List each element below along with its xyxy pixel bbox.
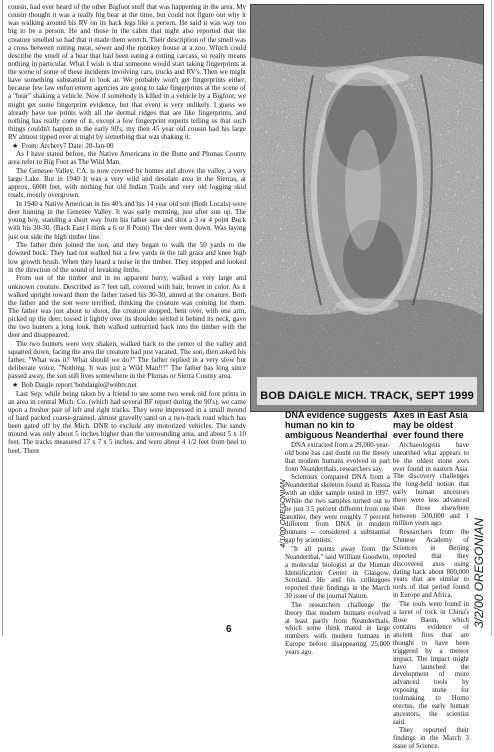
bullet-star-icon: ★ (12, 141, 19, 150)
article-paragraph: As I have stated before, the Native Americans in the Butte and Plumas County area refer to Big Foot as The Wild Man. (8, 150, 246, 167)
article-paragraph: From out of the timber and in no apparent hurry, walked a very large and unknown creature. Described as 7 feet tall, covered with hair, brown in color. As it walked upright toward them the father raised his 30-30, aimed at the creature. Both the father and the son were terrified, thinking the creature was coming for them. The father was just about to shoot, the creature stopped, bent over, with one arm, picked up the deer, tossed it lightly over its shoulder settled it behind its neck, gave the two hunters a long look, then walked unhurried back into the timber with the deer and disappeared. (8, 274, 246, 340)
date-stamp-axes: 3/2/00 OREGONIAN (472, 517, 486, 628)
email-header-text: From: Archery7 Date: 28-Jan-00 (21, 141, 114, 150)
axes-article (393, 410, 469, 752)
article-paragraph: The father then joined the son, and they began to walk the 50 yards to the downed buck. They had not walked but a few yards in the tall grass and knee high low growth brush. When they heard a noise in the timber. They stopped and looked in the direction of the sound of breaking limbs. (8, 241, 246, 274)
axes-article-headline: Axes in East Asia may be oldest ever found there (393, 410, 468, 440)
left-column-article (8, 3, 246, 455)
page-number: 6 (226, 624, 232, 635)
dna-article (285, 410, 390, 658)
footprint-photo (250, 4, 484, 412)
photo-caption: BOB DAIGLE MICH. TRACK, SEPT 1999 (260, 390, 474, 402)
dna-article-headline: DNA evidence suggests human no kin to ambiguous Neanderthal (285, 410, 388, 440)
date-stamp-dna: 4/1/00 OREGONIAN (278, 479, 287, 548)
dna-paragraph: DNA extracted from a 29,000-year-old bone has cast doubt on the theory that modern humans evolved in part from Neanderthals, researchers say. (285, 442, 390, 473)
axes-paragraph: Researchers from the Chinese Academy of Sciences in Beijing reported that they discovered axes using dating back about 800,000 years that are similar to tools of that period found in Europe and Africa. (393, 529, 469, 600)
axes-paragraph: The tools were found in a layer of rock in China's Bose Basin, which contains evidence of ancient fires that are thought to have been triggered by a meteor impact. The impact might have launched the development of more advanced tools by exposing stone for toolmaking to Homo erectus, the early human ancestors, the scientist said. (393, 600, 469, 726)
dna-paragraph: The researchers challenge the theory that modern humans evolved at least partly from Neanderthals, which some think mated in large numbers with modern humans in Europe before disappearing 25,000 years ago. (285, 601, 390, 656)
article-paragraph: In 1940 a Native American in his 40's and his 14 year old son (Both Locals) were deer hunting in the Genesee Valley. It was early morning, just after sun up. The young boy, standing a short way from his father saw and shot a 3 or 4 point Buck with his 30-30. (Back East I think a 6 or 8 Point) The deer went down. Was laying just out side the high timber line. (8, 200, 246, 241)
article-paragraph: The two hunters were very shaken, walked back to the center of the valley and squatted down, facing the area the creature had just vacated. The son, then asked his father, "What was it? What should we do?" The father replied in a very slow but deliberate voice, "Nothing. It was just a Wild Man!!!" The father has long since passed away, the son still lives somewhere in the Plumas or Sierra County area. (8, 339, 246, 381)
dna-paragraph: Scientists compared DNA from a Neanderthal skeleton found in Russia with an older sample tested in 1997. While the two samples turned out to be just 3.5 percent different from one another, they were roughly 7 percent different from DNA in modern humans -- considered a substantial gap by scientists. (285, 474, 390, 545)
article-paragraph: cousin, had ever heard of the other Bigfoot stuff that was happening in the area. My cousin thought it was a really big bear at the time, but could not figure out why it was walking around his RV on its back legs like a person. He said it was way too big to be a person. He and those in the cabin that night also reported that the creature smelled so bad that it made them wretch. Their description of the smell was a cross between rotting meat, sewer and the monkey house at a zoo. Which could describe the smell of a bear that had been eating a rotting carcass, so really means nothing in particular. What I wish is that someone would start taking fingerprints at the scene of some of these incidents involving cars, trucks and RV's. Then we might have something substantial to look at. We probably won't get fingerprints either, because few law enforcement agencies are going to take fingerprints at the scene of a "bear" shaking a vehicle. Now if somebody is killed in a vehicle by a Bigfoot, we might get some fingerprint evidence, but that event is very unlikely. I guess we already have toe prints with all the dermal ridges that are like fingerprints, and nothing has really come of it, except a few fingerprint experts telling us that such things couldn't happen in the early 90's, my then 45 year old cousin had his large RV almost tipped over at night by something that was shaking it. (8, 3, 246, 141)
article-paragraph: Last Sep, while being taken by a friend to see some two week old foot prints in an area in central Mich. Co. (which had several BF report during the 90's), we came upon a fresher pair of left and right tracks. They were impressed in a small mound of hard packed coarse-grained, almost gravelly sand on a two-track road which has been gated off by the Mich. DNR to exclude any motorized vehicles. The sandy mound was only about 5 inches higher than the surrounding area, and about 5 x 10 feet. The tracks measured 17 x 7 x 5 inches, and were about 4 1/2 feet from heel to heel. There (8, 389, 246, 455)
axes-paragraph: They reported their findings in the March 3 issue of Science. (393, 727, 469, 751)
email-header-text: Bob Daigle report.'bobdaigle@webtv.net (21, 381, 137, 390)
article-paragraph: The Genesee Valley, CA. is now covered by homes and above the valley, a very large Lake. But in 1940 It was a very wild and desolate area in the Sierras, at approx. 6000 feet, with nothing but old Indian Trails and very old logging skid roads, mostly overgrown. (8, 166, 246, 200)
email-header (12, 381, 246, 389)
bullet-star-icon: ★ (12, 381, 19, 390)
axes-paragraph: Archaeologists have unearthed what appears to be the oldest stone axes ever found in eastern Asia. The discovery challenges the long-held notion that early human ancestors there were less advanced than those elsewhere between 500,000 and 1 million years ago. (393, 442, 469, 528)
email-header (12, 142, 246, 150)
dna-paragraph: "It all points away from the Neanderthal," said William Goodwin, a molecular biologist at the Human Identification Center in Glasgow, Scotland. He and his colleagues reported their findings in the March 30 issue of the journal Nature. (285, 545, 390, 601)
